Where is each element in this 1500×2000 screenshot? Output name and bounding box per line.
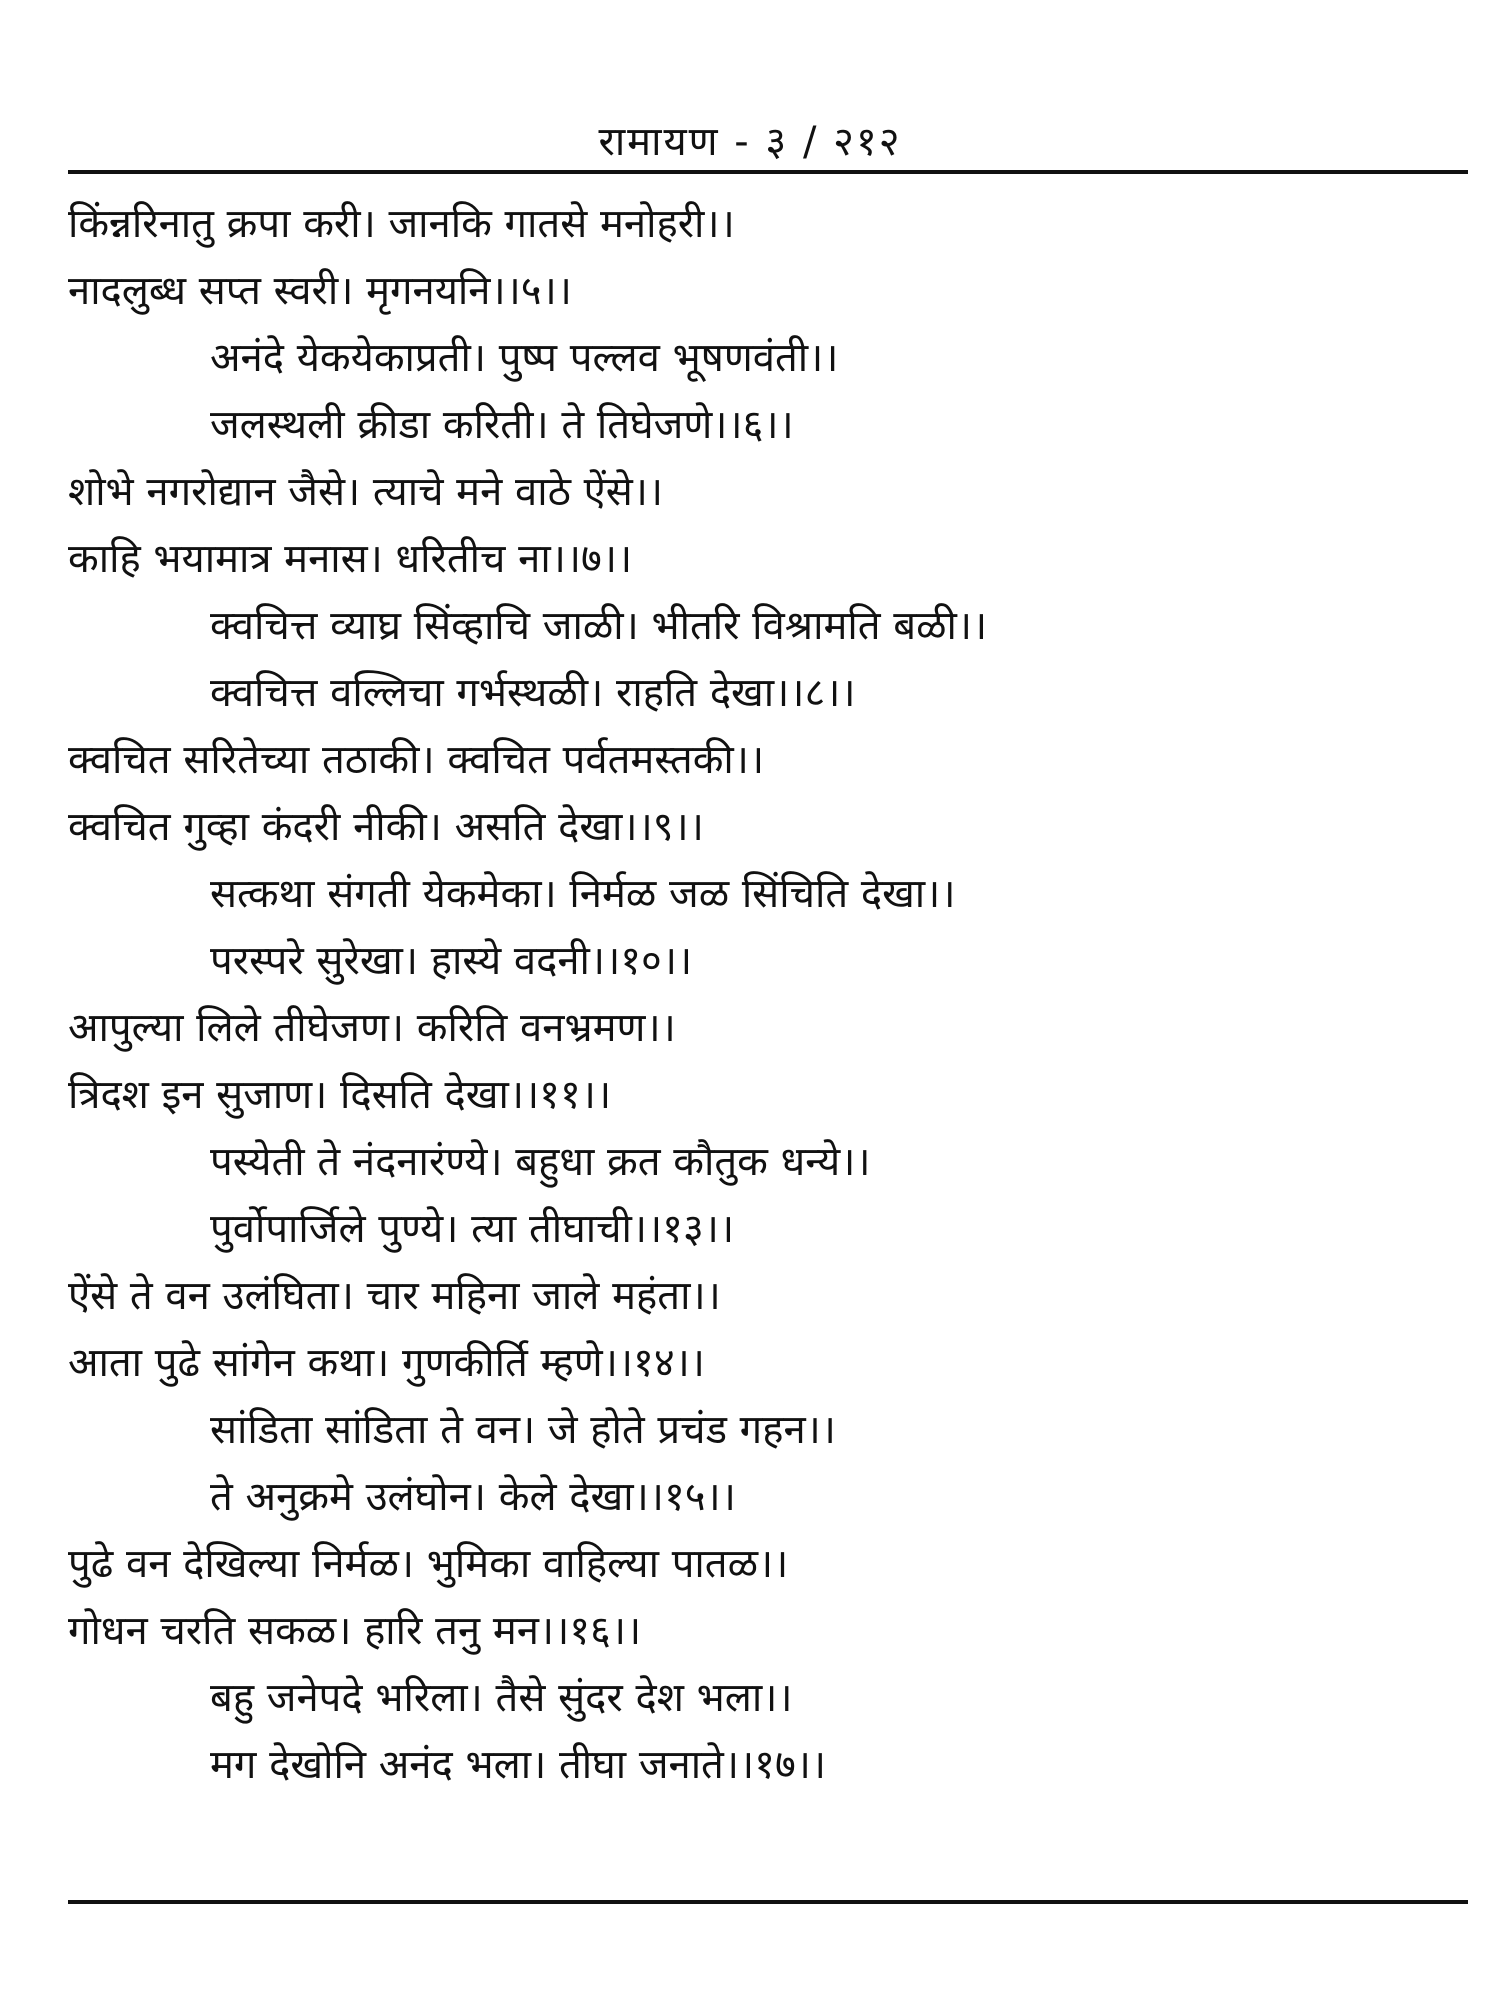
running-header: रामायण - ३ / २१२ — [598, 119, 902, 165]
verse-line: अनंदे येकयेकाप्रती। पुष्प पल्लव भूषणवंती।। — [210, 335, 839, 381]
verse-line: सांडिता सांडिता ते वन। जे होते प्रचंड गहन।। — [210, 1407, 836, 1453]
verse-line: आपुल्या लिले तीघेजण। करिति वनभ्रमण।। — [68, 1005, 676, 1051]
footer-rule — [68, 1900, 1468, 1904]
verse-line: क्वचित गुव्हा कंदरी नीकी। असति देखा।।९।। — [68, 804, 704, 850]
verse-line: बहु जनेपदे भरिला। तैसे सुंदर देश भला।। — [210, 1675, 793, 1721]
verse-line: नादलुब्ध सप्त स्वरी। मृगनयनि।।५।। — [68, 268, 572, 314]
verse-line: आता पुढे सांगेन कथा। गुणकीर्ति म्हणे।।१४।। — [68, 1340, 705, 1386]
verse-line: क्वचित्त वल्लिचा गर्भस्थळी। राहति देखा।।८।। — [210, 670, 856, 716]
verse-line: त्रिदश इन सुजाण। दिसति देखा।।११।। — [68, 1072, 612, 1118]
verse-line: क्वचित्त व्याघ्र सिंव्हाचि जाळी। भीतरि विश्रामति बळी।। — [210, 603, 988, 649]
verse-line: जलस्थली क्रीडा करिती। ते तिघेजणे।।६।। — [210, 402, 794, 448]
verse-line: ते अनुक्रमे उलंघोन। केले देखा।।१५।। — [210, 1474, 736, 1520]
verse-line: पुर्वोपार्जिले पुण्ये। त्या तीघाची।।१३।। — [210, 1206, 735, 1252]
verse-line: सत्कथा संगती येकमेका। निर्मळ जळ सिंचिति देखा।। — [210, 871, 956, 917]
header-rule — [68, 170, 1468, 174]
verse-line: शोभे नगरोद्यान जैसे। त्याचे मने वाठे ऐंसे।। — [68, 469, 664, 515]
verse-line: ऐंसे ते वन उलंघिता। चार महिना जाले महंता।। — [68, 1273, 721, 1319]
verse-line: मग देखोनि अनंद भला। तीघा जनाते।।१७।। — [210, 1742, 827, 1788]
verse-line: पस्येती ते नंदनारंण्ये। बहुधा क्रत कौतुक धन्ये।। — [210, 1139, 871, 1185]
verse-line: परस्परे सुरेखा। हास्ये वदनी।।१०।। — [210, 938, 693, 984]
verse-line: क्वचित सरितेच्या तठाकी। क्वचित पर्वतमस्तकी।। — [68, 737, 765, 783]
verse-line: किंन्नरिनातु क्रपा करी। जानकि गातसे मनोहरी।। — [68, 201, 735, 247]
verse-line: गोधन चरति सकळ। हारि तनु मन।।१६।। — [68, 1608, 642, 1654]
verse-line: पुढे वन देखिल्या निर्मळ। भुमिका वाहिल्या पातळ।। — [68, 1541, 789, 1587]
verse-line: काहि भयामात्र मनास। धरितीच ना।।७।। — [68, 536, 633, 582]
